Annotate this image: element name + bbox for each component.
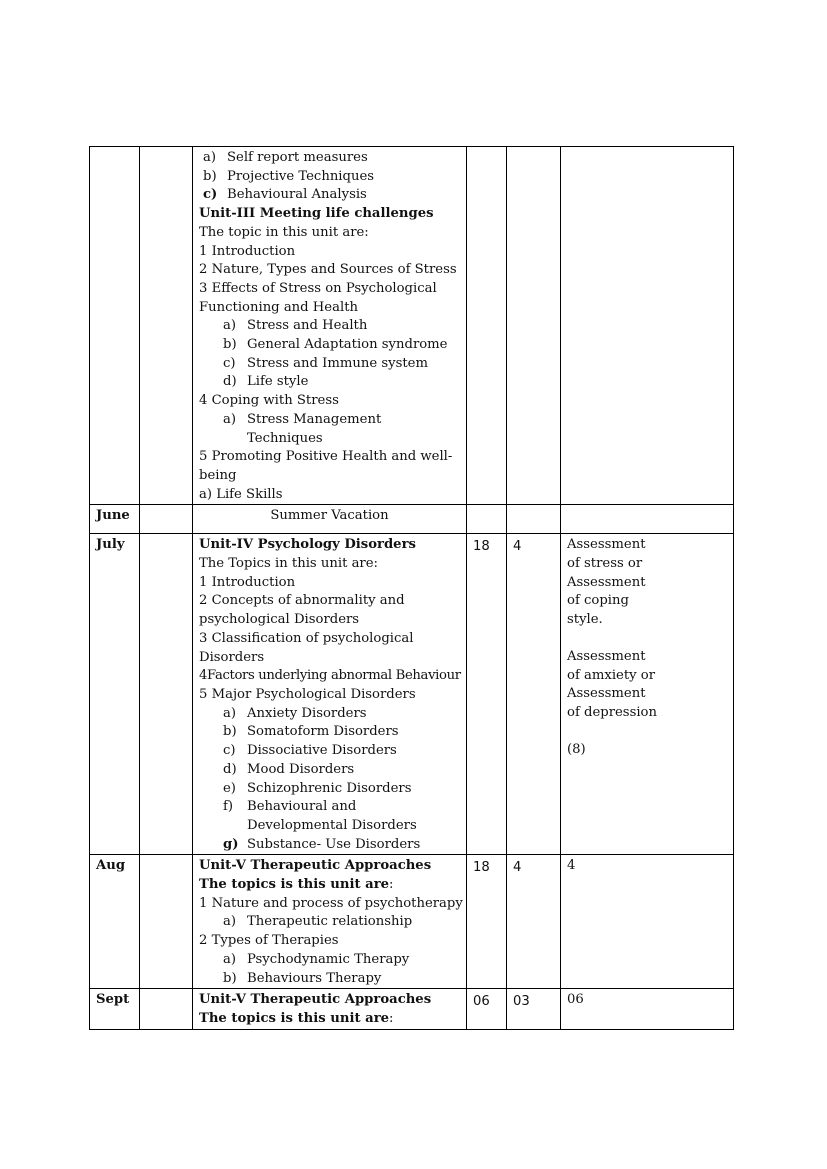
content-cell: Summer Vacation bbox=[193, 505, 467, 534]
list-item: b) Behaviours Therapy bbox=[223, 970, 382, 986]
list-item: a) Therapeutic relationship bbox=[223, 914, 413, 930]
content-cell bbox=[193, 989, 467, 1029]
topic-line: Functioning and Health bbox=[199, 299, 358, 315]
hours-cell: 18 bbox=[467, 534, 507, 855]
assessment-cell bbox=[561, 534, 734, 855]
topic-line: being bbox=[199, 467, 237, 483]
topic-line: 2 Types of Therapies bbox=[199, 933, 339, 949]
month-cell: July bbox=[90, 534, 140, 855]
empty-cell bbox=[140, 147, 193, 505]
topics-intro: The topics is this unit are: bbox=[199, 1010, 394, 1026]
list-item: a) Stress Management Techniques bbox=[223, 411, 382, 446]
topic-line: 4Factors underlying abnormal Behaviour bbox=[199, 668, 461, 684]
list-item: d) Mood Disorders bbox=[223, 761, 355, 777]
list-item: f) Behavioural and Developmental Disorders bbox=[223, 799, 417, 833]
table-row-july bbox=[90, 534, 734, 855]
list-item: b) General Adaptation syndrome bbox=[223, 337, 448, 353]
unit-title: Unit-IV Psychology Disorders bbox=[199, 537, 416, 553]
assessment-line: Assessment bbox=[567, 574, 646, 590]
list-item: d) Life style bbox=[223, 374, 309, 390]
table-row-june bbox=[90, 505, 734, 534]
topic-line: psychological Disorders bbox=[199, 612, 360, 628]
table-row-sept bbox=[90, 989, 734, 1029]
topic-line: 3 Classification of psychological bbox=[199, 630, 414, 646]
assessment-note: (8) bbox=[567, 741, 586, 757]
month-cell: June bbox=[90, 505, 140, 534]
month-cell bbox=[90, 147, 140, 505]
list-item: c) Dissociative Disorders bbox=[223, 743, 397, 759]
empty-cell bbox=[507, 147, 561, 505]
assessment-line: Assessment bbox=[567, 648, 646, 664]
empty-cell bbox=[507, 505, 561, 534]
topics-intro: The Topics in this unit are: bbox=[199, 556, 378, 572]
empty-cell bbox=[467, 505, 507, 534]
assessment-line: style. bbox=[567, 612, 603, 628]
list-item: c) Stress and Immune system bbox=[223, 355, 428, 371]
empty-cell bbox=[140, 505, 193, 534]
list-item: b) Somatoform Disorders bbox=[223, 724, 399, 740]
assessment-line: of coping bbox=[567, 593, 629, 609]
list-item: b) Projective Techniques bbox=[203, 168, 375, 184]
empty-cell bbox=[140, 855, 193, 989]
topic-line: 4 Coping with Stress bbox=[199, 393, 339, 409]
periods-cell: 4 bbox=[507, 855, 561, 989]
month-cell: Sept bbox=[90, 989, 140, 1029]
table-row-aug bbox=[90, 855, 734, 989]
unit-title: Unit-III Meeting life challenges bbox=[199, 206, 434, 222]
topic-line: 1 Nature and process of psychotherapy bbox=[199, 895, 463, 911]
list-item: c) Behavioural Analysis bbox=[203, 187, 367, 203]
assessment-line: Assessment bbox=[567, 537, 646, 553]
assessment-cell: 06 bbox=[561, 989, 734, 1029]
unit-title: Unit-V Therapeutic Approaches bbox=[199, 858, 432, 874]
topic-line: 1 Introduction bbox=[199, 243, 296, 259]
content-cell bbox=[193, 534, 467, 855]
list-item: g) Substance- Use Disorders bbox=[223, 836, 421, 852]
hours-cell: 06 bbox=[467, 989, 507, 1029]
periods-cell: 03 bbox=[507, 989, 561, 1029]
topics-intro: The topic in this unit are: bbox=[199, 224, 369, 240]
empty-cell bbox=[140, 534, 193, 855]
content-cell bbox=[193, 855, 467, 989]
empty-cell bbox=[561, 505, 734, 534]
table-row-continuation bbox=[90, 147, 734, 505]
topic-line: Disorders bbox=[199, 649, 265, 665]
month-cell: Aug bbox=[90, 855, 140, 989]
hours-cell: 18 bbox=[467, 855, 507, 989]
assessment-line: of stress or bbox=[567, 556, 643, 572]
assessment-line: Assessment bbox=[567, 686, 646, 702]
topic-line: 1 Introduction bbox=[199, 574, 296, 590]
empty-cell bbox=[140, 989, 193, 1029]
topic-line: a) Life Skills bbox=[199, 486, 283, 502]
topic-line: 5 Promoting Positive Health and well- bbox=[199, 449, 453, 465]
topic-line: 5 Major Psychological Disorders bbox=[199, 686, 416, 702]
list-item: a) Self report measures bbox=[203, 150, 368, 165]
content-cell bbox=[193, 147, 467, 505]
list-item: a) Psychodynamic Therapy bbox=[223, 951, 410, 967]
assessment-cell: 4 bbox=[561, 855, 734, 989]
topic-line: 2 Nature, Types and Sources of Stress bbox=[199, 262, 457, 278]
empty-cell bbox=[467, 147, 507, 505]
syllabus-table bbox=[89, 146, 734, 1030]
list-item: a) Anxiety Disorders bbox=[223, 705, 367, 721]
topic-line: 3 Effects of Stress on Psychological bbox=[199, 280, 437, 296]
unit-title: Unit-V Therapeutic Approaches bbox=[199, 992, 432, 1008]
topics-intro: The topics is this unit are: bbox=[199, 877, 394, 893]
list-item: e) Schizophrenic Disorders bbox=[223, 780, 412, 796]
list-item: a) Stress and Health bbox=[223, 318, 368, 334]
assessment-line: of amxiety or bbox=[567, 667, 656, 683]
topic-line: 2 Concepts of abnormality and bbox=[199, 593, 405, 609]
periods-cell: 4 bbox=[507, 534, 561, 855]
assessment-line: of depression bbox=[567, 704, 657, 720]
empty-cell bbox=[561, 147, 734, 505]
